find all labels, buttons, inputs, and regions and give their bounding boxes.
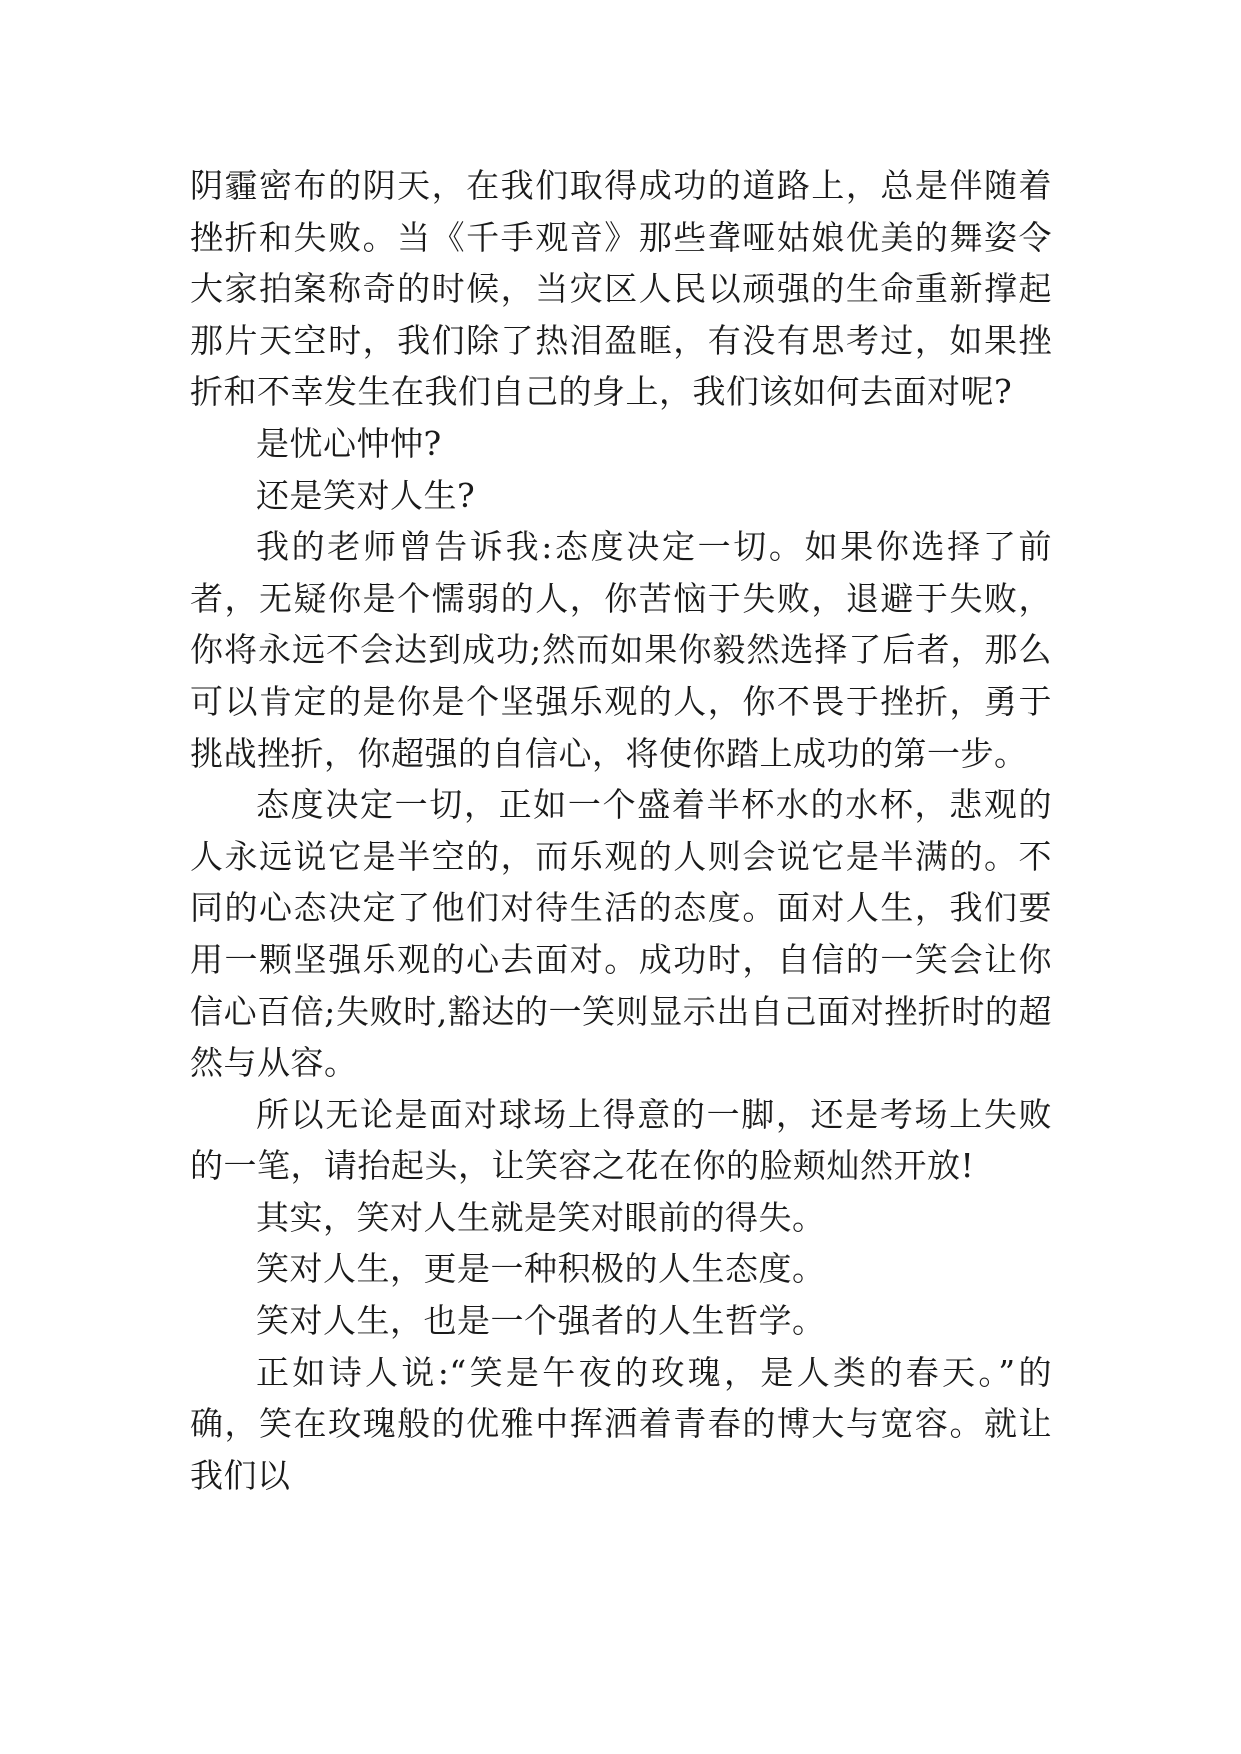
paragraph-positive-attitude: 笑对人生，更是一种积极的人生态度。 bbox=[256, 1249, 826, 1289]
paragraph-gains-losses: 其实，笑对人生就是笑对眼前的得失。 bbox=[256, 1197, 826, 1237]
paragraph-question-2: 还是笑对人生? bbox=[256, 475, 476, 515]
paragraph-continuation: 阴霾密布的阴天，在我们取得成功的道路上，总是伴随着挫折和失败。当《千手观音》那些聋哑姑娘优美的舞姿令大家拍案称奇的时候，当灾区人民以顽强的生命重新撑起那片天空时，我们除了热泪盈眶，有没有思考过，如果挫折和不幸发生在我们自己的身上，我们该如何去面对呢? bbox=[190, 166, 1052, 412]
paragraph-teacher: 我的老师曾告诉我:态度决定一切。如果你选择了前者，无疑你是个懦弱的人，你苦恼于失败，退避于失败，你将永远不会达到成功;然而如果你毅然选择了后者，那么可以肯定的是你是个坚强乐观的人，你不畏于挫折，勇于挑战挫折，你超强的自信心，将使你踏上成功的第一步。 bbox=[190, 527, 1052, 773]
article-body bbox=[190, 160, 1052, 1501]
paragraph-question-1: 是忧心忡忡? bbox=[256, 423, 442, 463]
paragraph-philosophy: 笑对人生，也是一个强者的人生哲学。 bbox=[256, 1301, 826, 1341]
paragraph-smile-flower: 所以无论是面对球场上得意的一脚，还是考场上失败的一笔，请抬起头，让笑容之花在你的脸颊灿然开放! bbox=[190, 1094, 1052, 1186]
paragraph-attitude: 态度决定一切，正如一个盛着半杯水的水杯，悲观的人永远说它是半空的，而乐观的人则会说它是半满的。不同的心态决定了他们对待生活的态度。面对人生，我们要用一颗坚强乐观的心去面对。成功时，自信的一笑会让你信心百倍;失败时,豁达的一笑则显示出自己面对挫折时的超然与从容。 bbox=[190, 785, 1052, 1083]
paragraph-poet-quote: 正如诗人说:“笑是午夜的玫瑰，是人类的春天。”的确，笑在玫瑰般的优雅中挥洒着青春的博大与宽容。就让我们以 bbox=[190, 1352, 1052, 1495]
